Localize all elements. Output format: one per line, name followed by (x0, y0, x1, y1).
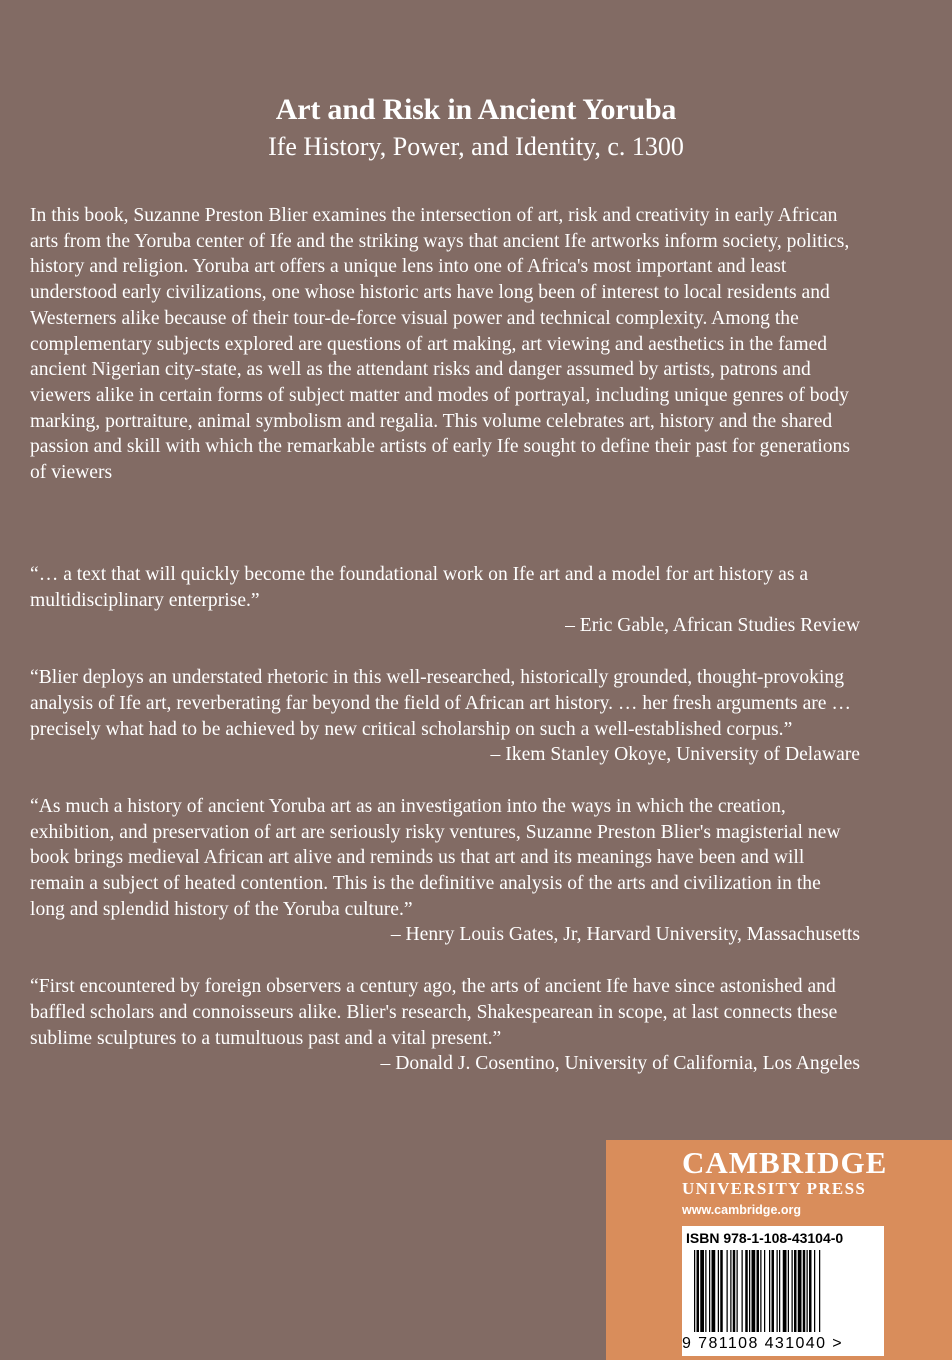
barcode-bar (779, 1250, 780, 1332)
barcode-bar (705, 1250, 706, 1332)
quote-attribution: – Henry Louis Gates, Jr, Harvard University, Massachusetts (390, 924, 860, 946)
barcode-bar (788, 1250, 789, 1332)
barcode-bar (712, 1250, 716, 1332)
barcode-bar (727, 1250, 728, 1332)
book-subtitle: Ife History, Power, and Identity, c. 1300 (268, 132, 684, 161)
book-title: Art and Risk in Ancient Yoruba (275, 93, 677, 126)
publisher-name: CAMBRIDGE (682, 1145, 888, 1180)
quote-text: “… a text that will quickly become the foundational work on Ife art and a model for art history as a multidisciplinary enterprise.” (30, 564, 809, 611)
review-quote (30, 562, 860, 639)
quote-text: “As much a history of ancient Yoruba art as an investigation into the ways in which the creation, exhibition, and preservation of art are seriously risky ventures, Suzanne Preston Blier's magisterial new book brings medieval African art alive and reminds us that art and its meanings have been and will remain a subject of heated contention. This is the definitive analysis of the arts and civilization in the long and splendid history of the Yoruba culture.” (30, 795, 841, 920)
barcode-bar (772, 1250, 775, 1332)
barcode-bar (792, 1250, 793, 1332)
barcode-bar (752, 1250, 756, 1332)
barcode-bar (777, 1250, 778, 1332)
barcode-bar (803, 1250, 806, 1332)
publisher-url: www.cambridge.org (682, 1203, 802, 1217)
barcode-bar (709, 1250, 710, 1332)
barcode-digits: 9 781108 431040 > (682, 1335, 843, 1352)
barcode-bar (718, 1250, 719, 1332)
barcode-panel (682, 1226, 884, 1356)
title-block (0, 92, 952, 164)
barcode-bar (730, 1250, 731, 1332)
barcode-bar (798, 1250, 802, 1332)
review-quote (30, 665, 860, 768)
barcode-bar (737, 1250, 738, 1332)
book-description: In this book, Suzanne Preston Blier examines the intersection of art, risk and creativity in early African arts from the Yoruba center of Ife and the striking ways that ancient Ife artworks inform society, politics, history and religion. Yoruba art offers a unique lens into one of Africa's most important and least understood early civilizations, one whose historic arts have long been of interest to local residents and Westerners alike because of their tour-de-force visual power and technical complexity. Among the complementary subjects explored are questions of art making, art viewing and aesthetics in the famed ancient Nigerian city-state, as well as the attendant risks and danger assumed by artists, patrons and viewers alike in certain forms of subject matter and modes of portrayal, including unique genres of body marking, portraiture, animal symbolism and regalia. This volume celebrates art, history and the shared passion and skill with which the remarkable artists of early Ife sought to define their past for generations of viewers (30, 205, 850, 484)
barcode-bar (819, 1250, 820, 1332)
barcode-bar (809, 1250, 812, 1332)
barcode-bar (807, 1250, 808, 1332)
review-quote (30, 794, 860, 948)
barcode-bar (757, 1250, 760, 1332)
quote-attribution: – Ikem Stanley Okoye, University of Delaware (490, 744, 860, 766)
barcode-bar (814, 1250, 815, 1332)
barcode-bar (764, 1250, 765, 1332)
barcode-bar (749, 1250, 750, 1332)
quote-text: “Blier deploys an understated rhetoric in this well-researched, historically grounded, thought-provoking analysis of Ife art, reverberating far beyond the field of African art history. … her fresh arguments are … precisely what had to be achieved by new critical scholarship on such a well-established corpus.” (30, 667, 851, 740)
quote-attribution: – Donald J. Cosentino, University of California, Los Angeles (380, 1053, 860, 1075)
quote-text: “First encountered by foreign observers a century ago, the arts of ancient Ife have since astonished and baffled scholars and connoisseurs alike. Blier's research, Shakespearean in scope, at last connects these sublime sculptures to a tumultuous past and a vital present.” (30, 976, 838, 1049)
barcode-bar (697, 1250, 700, 1332)
barcode-bar (783, 1250, 787, 1332)
barcode-bar (742, 1250, 743, 1332)
barcode-bar (700, 1250, 704, 1332)
barcode-bar (760, 1250, 761, 1332)
barcode-bar (794, 1250, 797, 1332)
review-quote (30, 974, 860, 1077)
isbn-label: ISBN 978-1-108-43104-0 (686, 1230, 844, 1246)
publisher-subtitle: UNIVERSITY PRESS (682, 1179, 867, 1198)
barcode-bar (745, 1250, 748, 1332)
barcode-bar (720, 1250, 723, 1332)
quote-attribution: – Eric Gable, African Studies Review (565, 615, 860, 637)
barcode-bar (733, 1250, 736, 1332)
barcode-bar (769, 1250, 770, 1332)
barcode-bar (694, 1250, 695, 1332)
barcode-icon (694, 1250, 872, 1334)
review-quotes (30, 562, 860, 1103)
